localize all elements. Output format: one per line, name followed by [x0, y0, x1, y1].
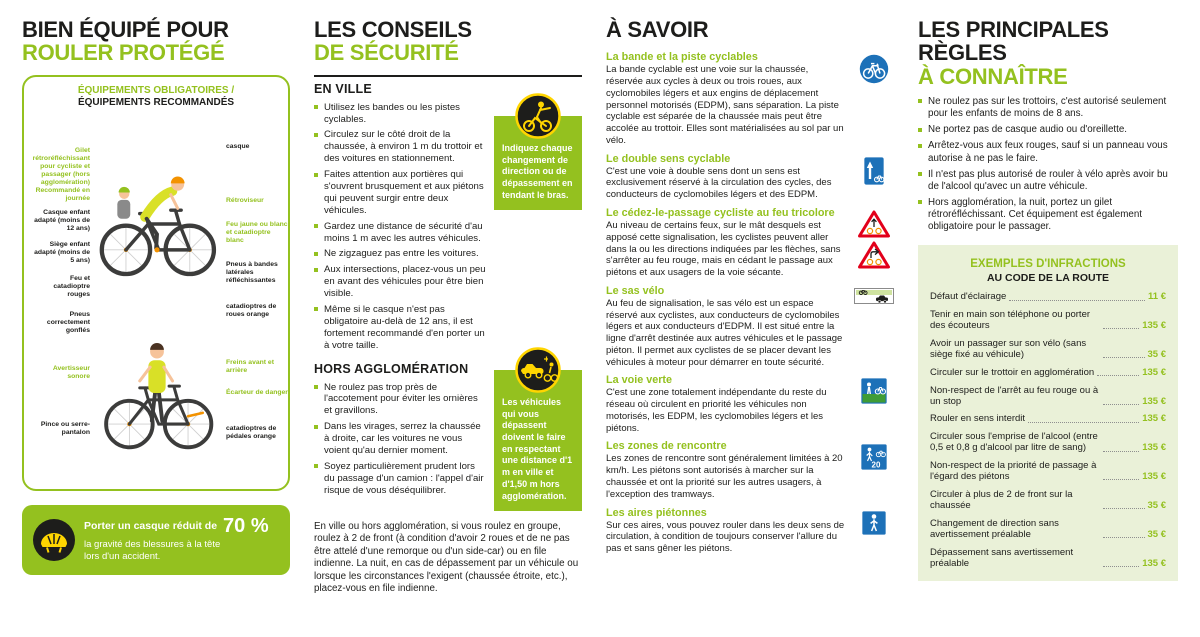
info-section-text	[606, 507, 846, 555]
contraflow-cycling-sign-icon	[854, 153, 894, 201]
page-title	[314, 18, 582, 65]
fine-row	[930, 460, 1166, 482]
equipment-label: Pince ou serre-pantalon	[40, 420, 90, 436]
info-section-text	[606, 440, 846, 500]
equipment-label: Feu jaune ou blanc et catadioptre blanc	[226, 220, 288, 244]
equipment-label: catadioptres de roues orange	[226, 302, 277, 318]
info-section-heading: Le double sens cyclable	[606, 152, 731, 165]
fine-amount: 135 €	[1142, 471, 1166, 483]
info-section-text	[606, 51, 846, 146]
dotted-leader	[1103, 357, 1145, 358]
infractions-panel	[918, 245, 1178, 581]
fine-label: Changement de direction sans avertissement préalable	[930, 517, 1059, 541]
info-section-body: C'est une voie à double sens dont un sens est exclusivement réservé à la circulation des cycles, des conducteurs de cyclomobiles légers et des EDPM.	[606, 165, 832, 201]
dotted-leader	[1103, 537, 1145, 538]
helmet-stat-banner	[22, 505, 290, 575]
fine-amount: 135 €	[1142, 395, 1166, 407]
equipment-header-mandatory: ÉQUIPEMENTS OBLIGATOIRES /	[77, 84, 235, 96]
fine-amount: 35 €	[1147, 349, 1166, 361]
equipment-label: Gilet rétroréfléchissant pour cycliste et passager (hors agglomération) Recommandé en journée	[32, 146, 90, 202]
list-item: Gardez une distance de sécurité d'au moins 1 m avec les autres véhicules.	[314, 221, 486, 245]
list-item: Arrêtez-vous aux feux rouges, sauf si un panneau vous autorise à ne pas le faire.	[918, 140, 1178, 164]
dotted-leader	[1103, 328, 1139, 329]
info-section-text	[606, 153, 846, 201]
info-section	[606, 285, 894, 369]
equipment-label: Avertisseur sonore	[52, 364, 90, 380]
fine-row	[930, 431, 1166, 453]
fine-row	[930, 518, 1166, 540]
main-rules-list	[918, 96, 1178, 233]
equipment-illustration-area	[32, 113, 288, 485]
info-section-text	[606, 374, 846, 434]
greenway-sign-icon	[854, 374, 894, 434]
fine-label: Rouler en sens interdit	[930, 413, 1026, 425]
info-section-heading: Le sas vélo	[606, 284, 665, 297]
fine-label: Non-respect de la priorité de passage à l'égard des piétons	[930, 460, 1097, 483]
info-section	[606, 153, 894, 201]
section-heading-city: EN VILLE	[314, 81, 372, 96]
overtaking-callout	[494, 370, 582, 511]
equipment-box	[22, 75, 290, 491]
info-section	[606, 207, 894, 279]
equipment-header-recommended: ÉQUIPEMENTS RECOMMANDÉS	[77, 96, 235, 108]
dotted-leader	[1103, 566, 1139, 567]
group-riding-note: En ville ou hors agglomération, si vous roulez en groupe, roulez à 2 de front (à condition d'avoir 2 roues et de ne pas être attelé d'une remorque ou d'un side-car) ou en file indienne. La nuit, en cas de dépassement par un véhicule ou lorsque les circonstances l'exigent (chaussée étroite, etc.), placez-vous en file indienne.	[314, 520, 579, 595]
bike-box-marking-icon	[854, 285, 894, 369]
fine-label: Défaut d'éclairage	[930, 291, 1007, 303]
dotted-leader	[1103, 404, 1139, 405]
fine-amount: 135 €	[1142, 320, 1166, 332]
bike-lane-sign-icon	[854, 51, 894, 146]
list-item: Ne roulez pas sur les trottoirs, c'est autorisé seulement pour les enfants de moins de 8 ans.	[918, 96, 1178, 120]
equipment-label: Rétroviseur	[226, 196, 264, 204]
car-overtaking-cyclist-icon	[515, 347, 561, 397]
list-item: Il n'est pas plus autorisé de rouler à vélo après avoir bu de l'alcool qu'avec un autre véhicule.	[918, 169, 1178, 193]
cyclist-arm-signal-icon	[515, 93, 561, 143]
infractions-header-line1: EXEMPLES D'INFRACTIONS	[970, 258, 1126, 271]
equipment-label: Pneus correctement gonflés	[46, 310, 90, 334]
page-title: À SAVOIR	[606, 17, 709, 42]
helmet-stat-lead: Porter un casque réduit de	[84, 519, 218, 532]
helmet-stat-value: 70 %	[223, 514, 269, 537]
list-item: Même si le casque n'est pas obligatoire au-delà de 12 ans, il est fortement recommandé d'en porter un à votre taille.	[314, 304, 486, 352]
fine-label: Dépassement sans avertissement préalable	[930, 546, 1074, 569]
equipment-label: casque	[226, 142, 250, 150]
fine-amount: 135 €	[1142, 558, 1166, 569]
pedestrian-area-sign-icon	[854, 507, 894, 555]
equipment-label: Feu et catadioptre rouges	[53, 274, 90, 298]
helmet-stat-line	[84, 516, 278, 536]
list-item: Soyez particulièrement prudent lors du passage d'un camion : l'appel d'air risque de vous déséquilibrer.	[314, 461, 486, 497]
list-item: Utilisez les bandes ou les pistes cyclables.	[314, 102, 486, 126]
fine-row	[930, 309, 1166, 331]
title-line-black: BIEN ÉQUIPÉ POUR	[22, 17, 229, 42]
info-section-body: Au niveau de certains feux, sur le mât desquels est apposé cette signalisation, les cyclistes peuvent aller dans la ou les directions indiquées par les flèches, sans s'arrêter au feu rouge, mais en cédant le passage aux piétons et aux usagers de la voie sécante.	[606, 219, 841, 279]
dotted-leader	[1097, 375, 1139, 376]
title-line-black: RÈGLES	[918, 40, 1007, 66]
fine-amount: 135 €	[1142, 366, 1166, 378]
info-section-text	[606, 207, 846, 279]
info-section	[606, 374, 894, 434]
fine-label: Circuler à plus de 2 de front sur la chaussée	[930, 488, 1073, 512]
page-title	[918, 18, 1178, 88]
fine-amount: 35 €	[1147, 500, 1166, 512]
info-section-heading: Le cédez-le-passage cycliste au feu tricolore	[606, 206, 835, 219]
list-item: Ne roulez pas trop près de l'accotement pour éviter les ornières et gravillons.	[314, 382, 486, 418]
fine-row	[930, 413, 1166, 424]
title-line-black: LES PRINCIPALES	[918, 17, 1109, 42]
info-section-heading: La voie verte	[606, 374, 673, 387]
section-heading-rural: HORS AGGLOMÉRATION	[314, 361, 469, 376]
list-item: Ne zigzaguez pas entre les voitures.	[314, 248, 486, 260]
fine-amount: 135 €	[1142, 442, 1166, 454]
dotted-leader	[1103, 451, 1139, 452]
equipment-label: Freins avant et arrière	[226, 358, 274, 374]
info-section	[606, 51, 894, 146]
equipment-label: Siège enfant adapté (moins de 5 ans)	[34, 240, 90, 264]
fine-row	[930, 367, 1166, 378]
helmet-icon	[32, 518, 76, 567]
info-section-heading: Les aires piétonnes	[606, 506, 707, 519]
title-line-green: À CONNAÎTRE	[918, 63, 1068, 89]
fine-amount: 135 €	[1142, 413, 1166, 425]
info-section-body: Sur ces aires, vous pouvez rouler dans les deux sens de circulation, à condition de toujours conserver l'allure du pas et sans gêner les piétons.	[606, 519, 845, 555]
list-item: Hors agglomération, la nuit, portez un gilet rétroréfléchissant. Cet équipement est également obligatoire pour le passager.	[918, 197, 1178, 233]
fine-row	[930, 338, 1166, 360]
dotted-leader	[1103, 479, 1139, 480]
fine-label: Tenir en main son téléphone ou porter des écouteurs	[930, 309, 1091, 332]
equipment-label: Pneus à bandes latérales réfléchissantes	[226, 260, 278, 284]
info-section	[606, 440, 894, 500]
info-section	[606, 507, 894, 555]
equipment-box-header	[32, 85, 280, 109]
cyclists-illustration	[88, 123, 226, 475]
callout-text: Indiquez chaque changement de direction ou de dépassement en tendant le bras.	[502, 143, 573, 200]
title-line-black: LES CONSEILS	[314, 17, 472, 42]
list-item: Ne portez pas de casque audio ou d'oreillette.	[918, 124, 1178, 136]
speed-limit-text: 20	[871, 460, 881, 470]
fine-label: Circuler sous l'emprise de l'alcool (entre 0,5 et 0,8 g d'alcool par litre de sang)	[930, 431, 1098, 454]
dotted-leader	[1103, 508, 1145, 509]
list-item: Faites attention aux portières qui s'ouvrent brusquement et aux piétons qui peuvent surgir entre deux véhicules.	[314, 169, 486, 217]
title-line-green: ROULER PROTÉGÉ	[22, 40, 225, 66]
equipment-label: catadioptres de pédales orange	[226, 424, 277, 440]
rural-tips-list	[314, 382, 486, 497]
signal-callout	[494, 116, 582, 210]
yield-to-cyclists-signs-icon	[854, 207, 894, 279]
fine-row	[930, 547, 1166, 569]
info-section-body: Les zones de rencontre sont généralement limitées à 20 km/h. Les piétons sont autorisés à marcher sur la chaussée et ont la priorité sur les autres usagers, à l'exception des tramways.	[606, 453, 843, 500]
title-line-green: DE SÉCURITÉ	[314, 40, 459, 66]
info-section-body: Au feu de signalisation, le sas vélo est un espace réservé aux cyclistes, aux conducteurs de cyclomobiles légers et aux conducteurs d'EDPM. Il est situé entre la ligne d'arrêt destinée aux autres véhicules et le passage piéton. Il permet aux cyclistes de se placer devant les véhicules à moteur pour démarrer en toute sécurité.	[606, 297, 843, 368]
fine-amount: 11 €	[1148, 291, 1166, 303]
column-safety-tips	[314, 18, 582, 637]
list-item: Circulez sur le côté droit de la chaussée, à environ 1 m du trottoir et des voitures en stationnement.	[314, 129, 486, 165]
fine-label: Non-respect de l'arrêt au feu rouge ou à un stop	[930, 384, 1099, 407]
fine-row	[930, 489, 1166, 511]
fine-row	[930, 385, 1166, 407]
column-equipment	[22, 18, 290, 637]
dotted-leader	[1028, 422, 1139, 423]
list-item: Aux intersections, placez-vous un peu en avant des véhicules pour être bien visible.	[314, 264, 486, 300]
callout-text: Les véhicules qui vous dépassent doivent le faire en respectant une distance d'1 m en ville et d'1,50 m hors agglomération.	[502, 397, 573, 501]
infractions-panel-header	[930, 257, 1166, 285]
info-section-body: C'est une zone totalement indépendante du reste du réseau où circulent en priorité les véhicules non motorisés, les EDPM, les cyclomobiles légers et les piétons.	[606, 387, 827, 434]
page-title	[22, 18, 290, 65]
dotted-leader	[1009, 300, 1145, 301]
list-item: Dans les virages, serrez la chaussée à droite, car les voitures ne vous voient qu'au dernier moment.	[314, 421, 486, 457]
infractions-header-line2: AU CODE DE LA ROUTE	[986, 271, 1110, 284]
info-section-text	[606, 285, 846, 369]
fine-label: Avoir un passager sur son vélo (sans siège fixé au véhicule)	[930, 337, 1087, 361]
equipment-label: Écarteur de danger	[226, 388, 288, 396]
fine-row	[930, 291, 1166, 302]
fine-label: Circuler sur le trottoir en agglomération	[930, 366, 1095, 378]
column-main-rules	[918, 18, 1178, 637]
info-section-body: La bande cyclable est une voie sur la chaussée, réservée aux cycles à deux ou trois roues, aux cyclomobiles légers et aux engins de déplacement personnel motorisés (EDPM), sans séparation. La piste cyclable est séparée de la chaussée mais peut être accolée au trottoir. Elles sont matérialisées au sol par un vélo.	[606, 64, 844, 146]
divider	[314, 75, 582, 77]
info-section-heading: Les zones de rencontre	[606, 440, 727, 453]
shared-zone-sign-icon	[854, 440, 894, 500]
column-to-know	[606, 18, 894, 637]
equipment-label: Casque enfant adapté (moins de 12 ans)	[34, 208, 90, 232]
helmet-stat-rest: la gravité des blessures à la tête lors d'un accident.	[84, 538, 221, 562]
city-tips-list	[314, 102, 486, 352]
fine-amount: 35 €	[1147, 529, 1166, 541]
info-section-heading: La bande et la piste cyclables	[606, 51, 758, 64]
